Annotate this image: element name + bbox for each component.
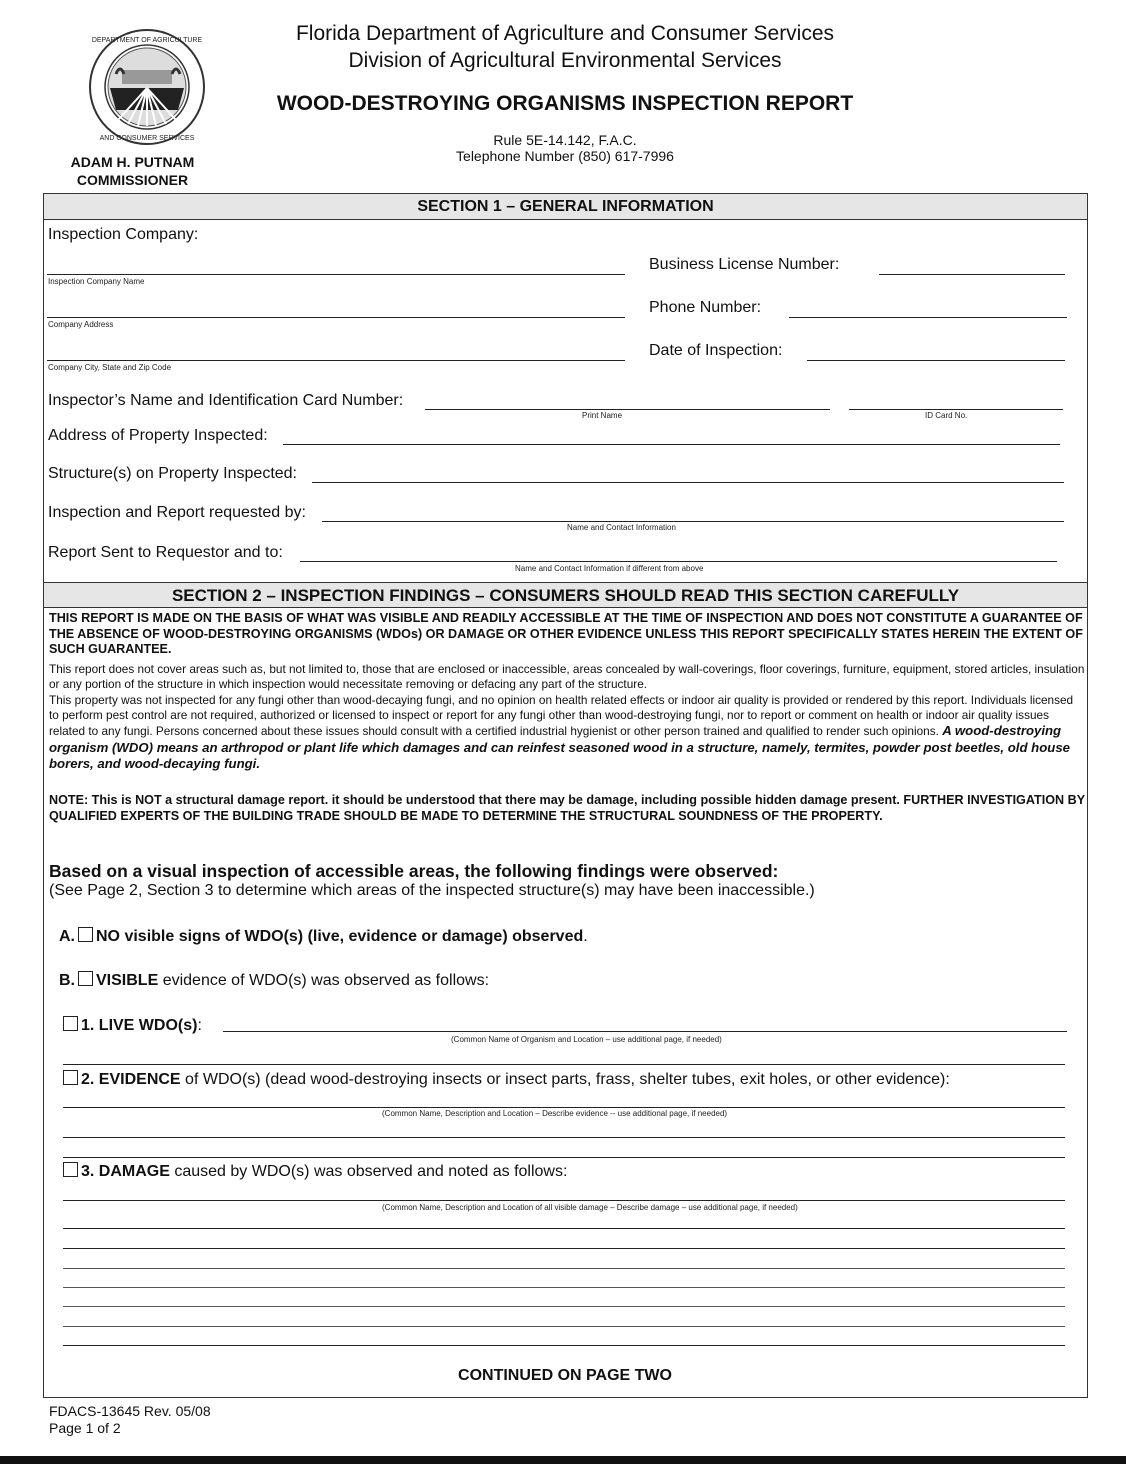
business-license-field[interactable] (879, 274, 1065, 275)
requested-by-caption: Name and Contact Information (567, 523, 676, 532)
item2-num: 2. (81, 1071, 95, 1088)
item3-line-1[interactable] (63, 1200, 1065, 1201)
structural-note: NOTE: This is NOT a structural damage report. it should be understood that there may be damage, including possible hidden damage present. FURTHER INVESTIGATION BY QUALIFIED EXPERTS OF THE BUILDING TRADE SHOULD BE MADE TO DETERMINE THE STRUCTURAL SOUNDNESS OF THE PROPERTY. (49, 793, 1085, 823)
item3-line-6[interactable] (63, 1306, 1065, 1307)
item2-line-3[interactable] (63, 1157, 1065, 1158)
item1-colon: : (197, 1017, 202, 1034)
page-number: Page 1 of 2 (49, 1420, 121, 1436)
phone-number-label: Phone Number: (649, 299, 762, 316)
section1-heading: SECTION 1 – GENERAL INFORMATION (44, 194, 1087, 220)
commissioner-title: COMMISSIONER (76, 172, 189, 188)
item1-line-2[interactable] (63, 1064, 1065, 1065)
form-number: FDACS-13645 Rev. 05/08 (49, 1403, 211, 1419)
item3-line-8[interactable] (63, 1345, 1065, 1346)
fungi-paragraph (49, 693, 1085, 772)
date-of-inspection-label: Date of Inspection: (649, 342, 783, 359)
finding-a-row (59, 927, 588, 946)
findings-intro: Based on a visual inspection of accessible areas, the following findings were observed: (49, 861, 779, 881)
requested-by-label: Inspection and Report requested by: (48, 504, 306, 521)
id-card-caption: ID Card No. (925, 411, 968, 420)
finding-b-prefix: B. (59, 972, 75, 989)
commissioner-name: ADAM H. PUTNAM (70, 154, 195, 170)
finding-a-period: . (583, 928, 588, 945)
division-name: Division of Agricultural Environmental Services (348, 49, 782, 72)
item2-label: EVIDENCE (98, 1071, 181, 1088)
item2-caption: (Common Name, Description and Location – Describe evidence -- use additional page, if needed) (382, 1109, 728, 1118)
item1-checkbox[interactable] (63, 1016, 78, 1031)
date-of-inspection-field[interactable] (807, 360, 1065, 361)
telephone-number: Telephone Number (850) 617-7996 (456, 148, 674, 164)
svg-text:AND CONSUMER SERVICES: AND CONSUMER SERVICES (99, 135, 195, 142)
company-name-field[interactable] (47, 274, 625, 275)
item1-row (63, 1016, 202, 1035)
structures-field[interactable] (312, 482, 1064, 483)
commissioner-block (50, 153, 215, 189)
finding-a-checkbox[interactable] (78, 927, 93, 942)
item2-text: of WDO(s) (dead wood-destroying insects or insect parts, frass, shelter tubes, exit holes, or other evidence): (185, 1071, 950, 1088)
print-name-caption: Print Name (582, 411, 623, 420)
coverage-paragraph: This report does not cover areas such as, but not limited to, those that are enclosed or inaccessible, areas concealed by wall-coverings, floor coverings, furniture, equipment, stored articles, insulation or any portion of the structure in which inspection would necessitate removing or defacing any part of the structure. (49, 662, 1085, 692)
address-inspected-field[interactable] (283, 444, 1060, 445)
item3-text: caused by WDO(s) was observed and noted as follows: (174, 1163, 568, 1180)
item3-row (63, 1162, 567, 1181)
item3-line-3[interactable] (63, 1248, 1065, 1249)
finding-a-text: NO visible signs of WDO(s) (live, evidence or damage) observed (96, 928, 584, 945)
disclaimer-text: THIS REPORT IS MADE ON THE BASIS OF WHAT WAS VISIBLE AND READILY ACCESSIBLE AT THE TIME OF INSPECTION AND DOES NOT CONSTITUTE A GUARANTEE OF THE ABSENCE OF WOOD-DESTROYING ORGANISMS (WDOs) OR DAMAGE OR OTHER EVIDENCE UNLESS THIS REPORT SPECIFICALLY STATES HEREIN THE EXTENT OF SUCH GUARANTEE. (49, 611, 1083, 657)
item1-field[interactable] (223, 1031, 1067, 1032)
requested-by-field[interactable] (322, 521, 1064, 522)
id-card-field[interactable] (849, 409, 1063, 410)
sent-to-label: Report Sent to Requestor and to: (48, 544, 283, 561)
findings-subtext: (See Page 2, Section 3 to determine which areas of the inspected structure(s) may have been inaccessible.) (49, 882, 815, 899)
sent-to-caption: Name and Contact Information if different from above (515, 564, 704, 573)
rule-number: Rule 5E-14.142, F.A.C. (493, 132, 637, 148)
item3-label: DAMAGE (98, 1163, 170, 1180)
company-city-caption: Company City, State and Zip Code (48, 363, 172, 372)
finding-b-row (59, 971, 489, 990)
item2-checkbox[interactable] (63, 1070, 78, 1085)
item3-line-7[interactable] (63, 1326, 1065, 1327)
item3-num: 3. (81, 1163, 95, 1180)
company-name-caption: Inspection Company Name (48, 277, 145, 286)
svg-text:DEPARTMENT OF AGRICULTURE: DEPARTMENT OF AGRICULTURE (91, 37, 203, 44)
finding-a-prefix: A. (59, 928, 75, 945)
company-address-caption: Company Address (48, 320, 114, 329)
item3-checkbox[interactable] (63, 1162, 78, 1177)
item3-line-4[interactable] (63, 1268, 1065, 1269)
report-title: WOOD-DESTROYING ORGANISMS INSPECTION REPORT (276, 92, 854, 115)
structures-label: Structure(s) on Property Inspected: (48, 465, 297, 482)
business-license-label: Business License Number: (649, 256, 840, 273)
phone-number-field[interactable] (789, 317, 1067, 318)
bottom-edge-bar (0, 1456, 1126, 1464)
fungi-paragraph-text: This property was not inspected for any fungi other than wood-decaying fungi, and no opinion on health related effects or indoor air quality is provided or rendered by this report. Individuals licensed to perform pest control are not required, authorized or licensed to inspect or report for any fungi other than wood-destroying fungi, nor to report or comment on health or indoor air quality issues related to any fungi. Persons concerned about these issues should consult with a certified industrial hygienist or other person trained and qualified to render such opinions. (49, 693, 1074, 739)
inspector-name-field[interactable] (425, 409, 830, 410)
finding-b-text: evidence of WDO(s) was observed as follows: (162, 972, 490, 989)
inspection-company-label: Inspection Company: (48, 226, 199, 243)
item1-caption: (Common Name of Organism and Location – use additional page, if needed) (451, 1035, 722, 1044)
item2-line-1[interactable] (63, 1107, 1065, 1108)
section2-heading: SECTION 2 – INSPECTION FINDINGS – CONSUMERS SHOULD READ THIS SECTION CAREFULLY (44, 583, 1087, 608)
continued-notice: CONTINUED ON PAGE TWO (458, 1367, 672, 1384)
sent-to-field[interactable] (300, 561, 1057, 562)
item3-line-5[interactable] (63, 1287, 1065, 1288)
item3-line-2[interactable] (63, 1228, 1065, 1229)
department-name: Florida Department of Agriculture and Consumer Services (295, 22, 835, 45)
item1-label: 1. LIVE WDO(s) (81, 1017, 198, 1034)
section1-box (43, 193, 1088, 584)
item3-caption: (Common Name, Description and Location of all visible damage – Describe damage – use additional page, if needed) (382, 1203, 798, 1212)
finding-b-checkbox[interactable] (78, 971, 93, 986)
finding-b-bold: VISIBLE (96, 972, 159, 989)
company-city-field[interactable] (47, 360, 625, 361)
wdo-definition: A wood-destroying organism (WDO) means an arthropod or plant life which damages and can reinfest seasoned wood in a structure, namely, termites, powder post beetles, old house borers, and wood-decaying fungi. (49, 723, 1071, 771)
address-inspected-label: Address of Property Inspected: (48, 427, 268, 444)
company-address-field[interactable] (47, 317, 625, 318)
item2-line-2[interactable] (63, 1137, 1065, 1138)
inspector-label: Inspector’s Name and Identification Card Number: (48, 392, 404, 409)
item2-row (63, 1070, 950, 1089)
